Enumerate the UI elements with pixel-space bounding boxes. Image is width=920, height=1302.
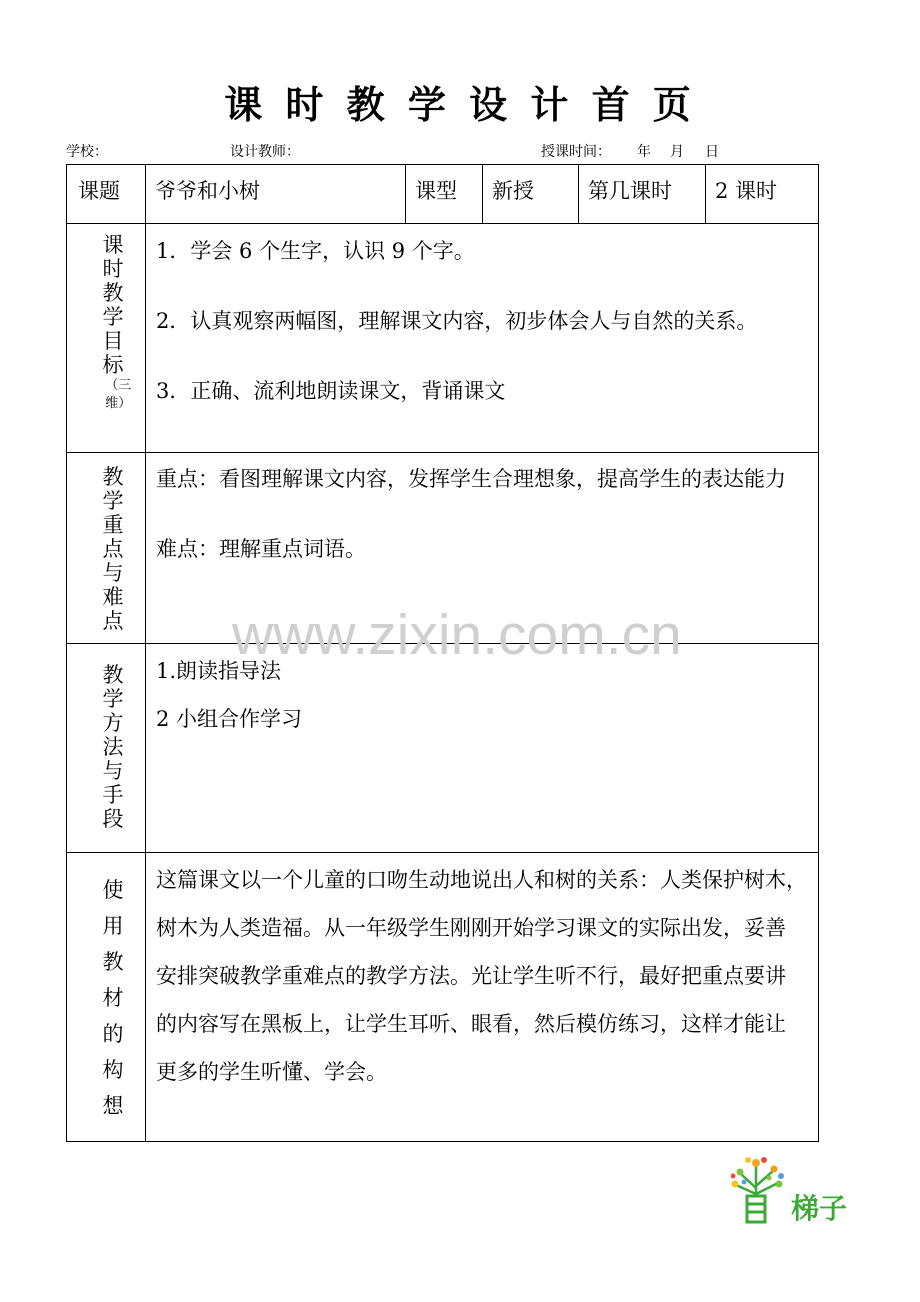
concept-line: 这篇课文以一个儿童的口吻生动地说出人和树的关系：人类保护树木， [156,868,807,892]
key-points-label-cell [67,453,146,644]
objective-item: 3．正确、流利地朗读课文，背诵课文 [156,379,506,403]
concept-line: 的内容写在黑板上，让学生耳听、眼看，然后模仿练习，这样才能让 [156,1012,786,1036]
time-label: 授课时间： [541,144,611,160]
objective-item: 2．认真观察两幅图，理解课文内容，初步体会人与自然的关系。 [156,309,758,333]
method-line: 2 小组合作学习 [156,707,303,731]
methods-label: 教学方法与手段 [102,663,124,831]
concept-line: 安排突破教学重难点的教学方法。光让学生听不行，最好把重点要讲 [156,964,786,988]
period-label: 第几课时 [579,165,706,224]
objectives-row [67,224,819,453]
concept-content [146,853,819,1142]
concept-row [67,853,819,1142]
objectives-label-cell [67,224,146,453]
key-points-content [146,453,819,644]
lesson-plan-table [66,164,819,1142]
school-label: 学校： [66,144,108,160]
key-point-line: 重点：看图理解课文内容，发挥学生合理想象，提高学生的表达能力 [156,467,786,491]
methods-label-cell [67,644,146,853]
page-title: 课 时 教 学 设 计 首 页 [224,82,696,127]
concept-label-cell [67,853,146,1142]
topic-label: 课题 [67,165,146,224]
header-row [67,165,819,224]
concept-line: 树木为人类造福。从一年级学生刚刚开始学习课文的实际出发，妥善 [156,916,786,940]
teacher-label: 设计教师： [230,144,300,160]
month-label: 月 [670,144,684,160]
key-points-row [67,453,819,644]
day-label: 日 [705,144,719,160]
topic-value: 爷爷和小树 [146,165,406,224]
tree-ladder-icon [731,1154,791,1224]
watermark: www.zixin.com.cn [232,603,682,667]
period-value: 2 课时 [706,165,819,224]
concept-label: 使用教材的构想 [102,878,124,1118]
method-line: 1.朗读指导法 [156,659,282,683]
difficulty-line: 难点：理解重点词语。 [156,537,366,561]
key-points-label: 教学重点与难点 [102,465,124,633]
objectives-label: 课时教学目标 [102,233,124,377]
objectives-label-note: （三维） [105,378,132,411]
objective-item: 1．学会 6 个生字，认识 9 个字。 [156,239,475,263]
year-label: 年 [637,144,651,160]
objectives-content [146,224,819,453]
type-value: 新授 [483,165,579,224]
logo-text: 梯子 [791,1192,848,1225]
concept-line: 更多的学生听懂、学会。 [156,1060,387,1084]
methods-content [146,644,819,853]
methods-row [67,644,819,853]
type-label: 课型 [406,165,483,224]
